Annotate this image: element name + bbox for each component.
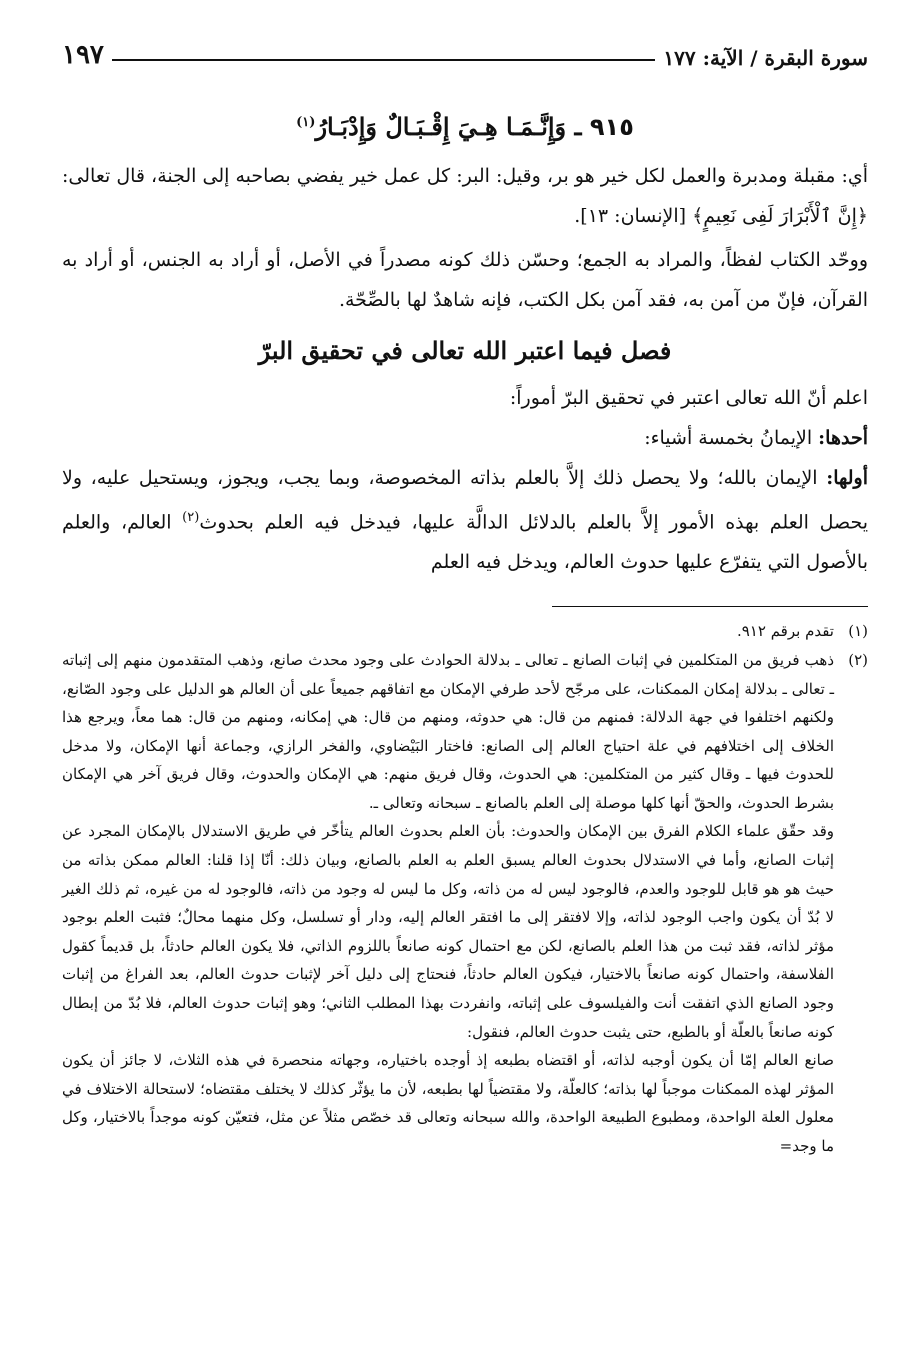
footnote-2-para-3: صانع العالم إمّا أن يكون أوجبه لذاته، أو اقتضاه بطبعه إذ أوجده باختياره، وجهاته منحصرة في هذه الثلاث، لا جائز أن يكون المؤثر لهذه الممكنات موجباً لها بذاته؛ كالعلّة، ولا مقتضياً لها بطبعه، لأن ما يؤثّر كذلك لا يختلف مقتضاه؛ لاستحالة الاختلاف في معلول العلة الواحدة، ومطبوع الطبيعة الواحدة، والله سبحانه وتعالى قد خصّص مثلاً عن مثل، فتعيّن كونه موجداً بالاختيار، وكل ما وجد= [62,1051,834,1156]
paragraph-4 [62,418,868,458]
entry-dash: ـ [566,112,590,141]
paragraph-5-text-b: العالم، والعلم بالأصول التي يتفرّع عليها حدوث العالم، ويدخل فيه العلم [62,511,868,574]
entry-quote: وَإِنَّـمَـا هِـيَ إِقْـبَـالٌ وَإِدْبَـارُ [315,112,567,141]
page-number: ١٩٧ [62,40,104,70]
paragraph-4-lead: أحدها: [818,427,868,449]
footnote-2 [62,646,868,1161]
paragraph-4-text: الإيمانُ بخمسة أشياء: [644,427,819,449]
entry-heading [62,100,868,150]
entry-number: ٩١٥ [589,113,634,141]
footnote-ref-1[interactable]: (١) [296,115,316,130]
page-header [62,36,868,70]
footnote-2-para-2: وقد حقّق علماء الكلام الفرق بين الإمكان والحدوث: بأن العلم بحدوث العالم يتأخّر في طريق الاستدلال بالإمكان المجرد عن إثبات الصانع، وأما في الاستدلال بحدوث العالم يسبق العلم به العلم بالصانع، وبيان ذلك: أنّا إذا قلنا: العالم ممكن بذاته من حيث هو هو قابل للوجود والعدم، فالوجود ليس له من ذاته، وكل ما ليس له وجود من ذاته، فالوجود له من غيره، ثم ذلك الغير لا بُدّ أن يكون واجب الوجود لذاته، وإلا لافتقر إلى ما افتقر العالم إليه، ودار أو تسلسل، وكل منهما محالٌ؛ فثبت العلم بوجود مؤثر لذاته، فقد ثبت من هذا العلم بالصانع، لكن مع احتمال كونه صانعاً باللزوم الذاتي، فلا يكون العالم حادثاً، بل قديماً كقول الفلاسفة، واحتمال كونه صانعاً بالاختيار، فيكون العالم حادثاً، فنحتاج إلى دليل آخر لإثبات حدوث العالم، بعد الفراغ من إثبات وجود الصانع الذي اتفقت أنت والفيلسوف على إثباته، وانفردت بهذا المطلب الثاني؛ وهو إثبات حدوث العالم، فلا بُدّ من إبطال كونه صانعاً بالعلّة أو بالطبع، حتى يثبت حدوث العالم، فنقول: [62,822,834,1041]
paragraph-5-lead: أولها: [826,467,868,489]
header-rule [112,59,656,61]
footnote-1 [62,617,868,646]
paragraph-5-text-a: الإيمان بالله؛ ولا يحصل ذلك إلاَّ بالعلم بذاته المخصوصة، وبما يجب، ويجوز، ويستحيل عليه، ولا يحصل العلم بهذه الأمور إلاَّ بالعلم بالدلائل الدالَّة عليها، فيدخل فيه العلم بحدوث [62,467,868,534]
paragraph-5 [62,458,868,582]
footnotes [62,617,868,1160]
footnote-1-number: (١) [848,622,868,641]
footnote-2-number: (٢) [848,650,868,669]
main-text [62,100,868,1161]
paragraph-3: اعلم أنّ الله تعالى اعتبر في تحقيق البرّ أموراً: [509,387,868,409]
running-title: سورة البقرة / الآية: ١٧٧ [663,46,868,70]
paragraph-1: أي: مقبلة ومدبرة والعمل لكل خير هو بر، وقيل: البر: كل عمل خير يفضي بصاحبه إلى الجنة، قال تعالى: ﴿إِنَّ ٱلْأَبْرَارَ لَفِى نَعِيمٍ﴾ [الإنسان: ١٣]. [62,165,868,227]
footnote-separator [552,606,868,607]
footnote-ref-2[interactable]: (٢) [182,510,200,525]
section-heading: فصل فيما اعتبر الله تعالى في تحقيق البرّ [258,336,672,365]
footnote-2-para-1: ذهب فريق من المتكلمين في إثبات الصانع ـ تعالى ـ بدلالة الحوادث على وجود محدث صانع، وذهب المتقدمون منهم إلى إثباته ـ تعالى ـ بدلالة إمكان الممكنات، على مرجّح لأحد طرفي الإمكان مع اتفاقهم جميعاً على أن العالم هو الدليل على وجود الصّانع، ولكنهم اختلفوا في جهة الدلالة: فمنهم من قال: هي حدوثه، ومنهم من قال: هي إمكانه، ومنهم من قال: هما معاً، ويرجع هذا الخلاف إلى اختلافهم في علة احتياج العالم إلى الصانع: فاختار البَيْضاوي، والفخر الرازي، وجماعة أنها الإمكان، ولا مدخل للحدوث فيها ـ وقال كثير من المتكلمين: هي الحدوث، وقال فريق منهم: هي الإمكان والحدوث، وقال فريق آخر هي الإمكان بشرط الحدوث، والحقّ أنها كلها موصلة إلى العلم بالصانع ـ سبحانه وتعالى ـ. [62,650,834,812]
footnote-1-text: تقدم برقم ٩١٢. [736,622,834,641]
paragraph-2: ووحّد الكتاب لفظاً، والمراد به الجمع؛ وحسّن ذلك كونه مصدراً في الأصل، أو أراد به الجنس، أو أراد به القرآن، فإنّ من آمن به، فقد آمن بكل الكتب، فإنه شاهدٌ لها بالصِّحّة. [62,249,868,311]
